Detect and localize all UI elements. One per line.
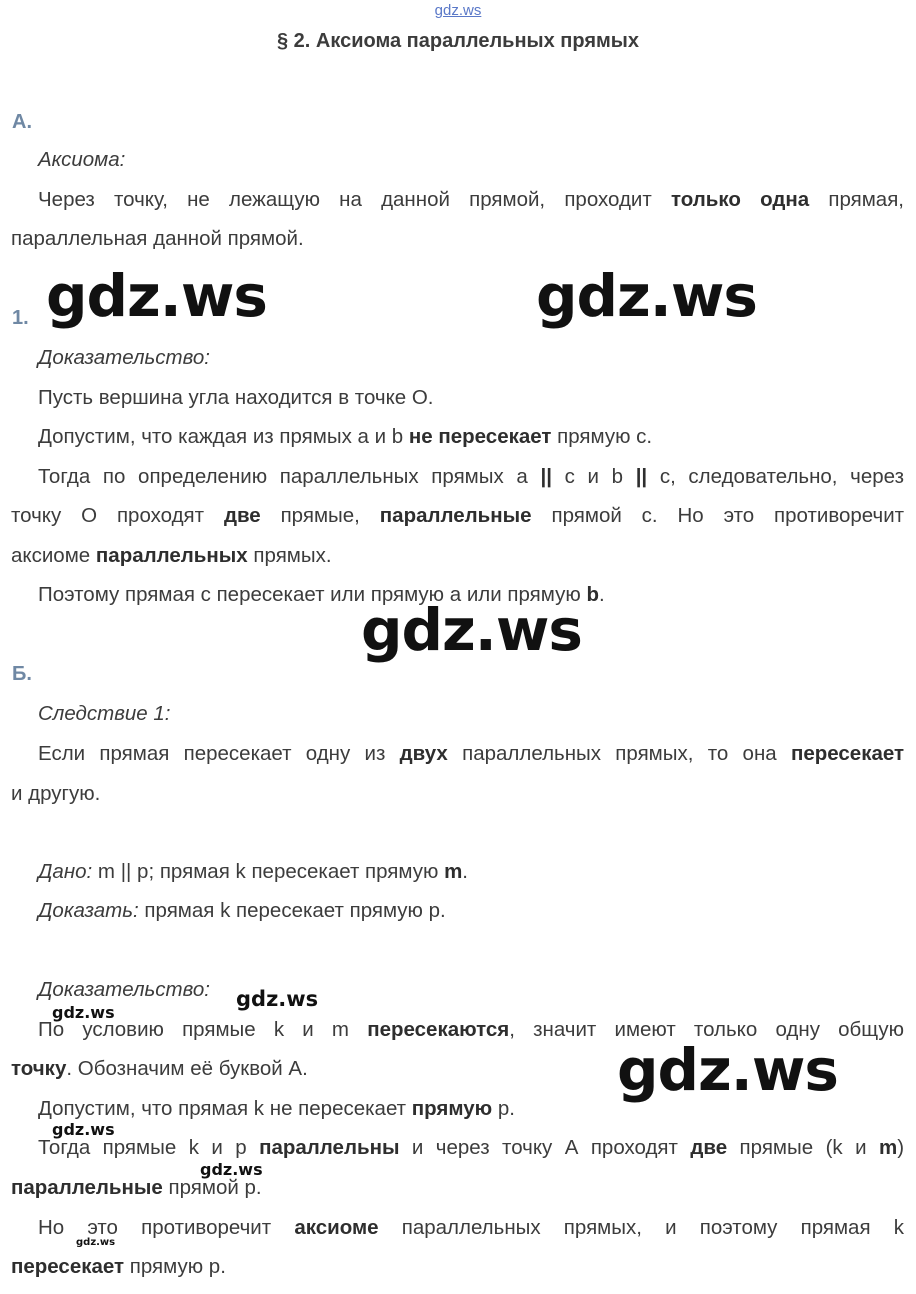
- proofb-line-4: Тогда прямые k и p параллельны и через точку А проходят две прямые (k и m): [38, 1136, 905, 1159]
- prove-line: Доказать: прямая k пересекает прямую p.: [38, 899, 446, 922]
- corollary-line-1: Если прямая пересекает одну из двух параллельных прямых, то она пересекает: [38, 742, 905, 765]
- proofb-line-3: Допустим, что прямая k не пересекает прямую p.: [38, 1097, 515, 1120]
- proof1-line-2: Допустим, что каждая из прямых a и b не пересекает прямую с.: [38, 425, 653, 448]
- proofb-line-6: Но это противоречит аксиоме параллельных прямых, и поэтому прямая k: [38, 1216, 904, 1239]
- proof1-line-6: Поэтому прямая с пересекает или прямую a или прямую b.: [38, 583, 605, 606]
- given-line: Дано: m || p; прямая k пересекает прямую m.: [38, 860, 468, 883]
- axiom-line-1: Через точку, не лежащую на данной прямой, проходит только одна прямая,: [38, 188, 905, 211]
- proof-heading-1: Доказательство:: [38, 346, 210, 369]
- watermark-small-2: gdz.ws: [52, 1120, 115, 1139]
- axiom-heading: Аксиома:: [38, 148, 126, 171]
- section-label-a: А.: [12, 111, 32, 133]
- page-title: § 2. Аксиома параллельных прямых: [276, 30, 640, 52]
- watermark-top-link[interactable]: gdz.ws: [434, 2, 482, 19]
- watermark-small-1: gdz.ws: [52, 1003, 115, 1022]
- proofb-line-7: пересекает прямую p.: [11, 1255, 226, 1278]
- watermark-small-3: gdz.ws: [200, 1160, 263, 1179]
- watermark-tiny: gdz.ws: [76, 1237, 116, 1248]
- proof-heading-b: Доказательство:: [38, 978, 210, 1001]
- watermark-large-3: gdz.ws: [361, 596, 582, 664]
- corollary-heading: Следствие 1:: [38, 702, 171, 725]
- watermark-large-4: gdz.ws: [617, 1036, 838, 1104]
- section-label-b: Б.: [12, 663, 32, 685]
- proof1-line-5: аксиоме параллельных прямых.: [11, 544, 332, 567]
- section-label-1: 1.: [12, 307, 29, 329]
- watermark-large-2: gdz.ws: [536, 262, 757, 330]
- watermark-medium-1: gdz.ws: [236, 987, 319, 1011]
- proofb-line-1: По условию прямые k и m пересекаются, значит имеют только одну общую: [38, 1018, 904, 1041]
- proof1-line-3: Тогда по определению параллельных прямых a || с и b || с, следовательно, через: [38, 465, 904, 488]
- proof1-line-4: точку О проходят две прямые, параллельные прямой с. Но это противоречит: [11, 504, 905, 527]
- corollary-line-2: и другую.: [11, 782, 101, 805]
- proofb-line-5: параллельные прямой p.: [11, 1176, 262, 1199]
- axiom-line-2: параллельная данной прямой.: [11, 227, 304, 250]
- proof1-line-1: Пусть вершина угла находится в точке О.: [38, 386, 434, 409]
- watermark-large-1: gdz.ws: [46, 262, 267, 330]
- proofb-line-2: точку. Обозначим её буквой А.: [11, 1057, 308, 1080]
